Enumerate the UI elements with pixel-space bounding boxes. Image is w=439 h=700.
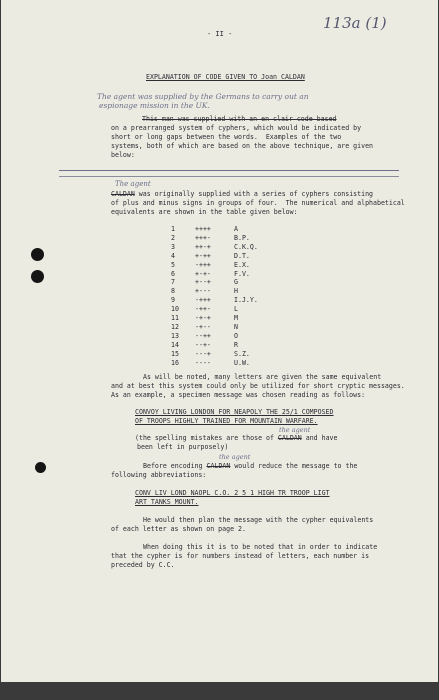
paragraph-6-line-3: preceded by C.C.	[111, 561, 175, 569]
handwritten-the-agent: The agent	[115, 180, 151, 188]
cypher-number: 14	[171, 340, 179, 349]
paragraph-4-text: would reduce the message to the	[230, 462, 358, 470]
cypher-number: 8	[171, 287, 175, 296]
paragraph-1-line-1	[142, 115, 337, 123]
cypher-number: 11	[171, 314, 179, 322]
handwritten-the-agent: the agent	[219, 453, 251, 461]
cypher-signs: +-+-	[195, 269, 211, 278]
cypher-signs: --++	[195, 331, 211, 340]
cypher-signs: ----	[195, 358, 211, 367]
cypher-letters: B.P.	[234, 233, 250, 242]
struck-caldan: CALDAN	[111, 190, 135, 198]
paragraph-1-line-4: systems, both of which are based on the above technique, are given	[111, 142, 374, 150]
cypher-table-row	[1, 341, 439, 350]
cypher-table-row	[1, 359, 439, 368]
cypher-signs: +---	[195, 287, 211, 296]
paragraph-1-line-5: below:	[111, 151, 135, 159]
cypher-table-row	[1, 252, 439, 261]
cypher-number: 3	[171, 242, 175, 251]
cypher-letters: A	[234, 225, 238, 233]
cypher-signs: -+-+	[195, 314, 211, 322]
cypher-number: 6	[171, 269, 175, 278]
strike-rule-bottom	[59, 176, 399, 177]
paragraph-1-line-3: short or long gaps between the words. Examples of the two	[111, 133, 342, 141]
cypher-table-row	[1, 270, 439, 279]
cypher-signs: -+++	[195, 260, 211, 269]
punch-hole-middle	[31, 270, 44, 283]
page-number: - II -	[207, 30, 233, 38]
cypher-table-row	[1, 296, 439, 305]
cypher-table-row	[1, 350, 439, 359]
cypher-letters: R	[234, 340, 238, 349]
scan-border	[0, 682, 439, 700]
paragraph-2-line-3: equivalents are shown in the table given below:	[111, 208, 298, 216]
cypher-table-row	[1, 234, 439, 243]
paragraph-3-line-1: As will be noted, many letters are given the same equivalent	[143, 373, 382, 381]
cypher-letters: F.V.	[234, 269, 250, 278]
strike-rule-top	[59, 170, 399, 171]
paragraph-4-text: Before encoding	[143, 462, 207, 470]
struck-caldan: CALDAN	[277, 434, 302, 442]
cypher-table-row	[1, 314, 439, 323]
folio-mark: 113a (1)	[323, 14, 387, 32]
paragraph-4-line-1	[143, 462, 357, 470]
cypher-letters: G	[234, 278, 238, 287]
cypher-number: 10	[171, 305, 179, 314]
cypher-table-row	[1, 261, 439, 270]
cypher-number: 2	[171, 233, 175, 242]
cypher-table-row	[1, 287, 439, 296]
cypher-number: 4	[171, 251, 175, 260]
cypher-signs: -+++	[195, 296, 211, 305]
cypher-table-row	[1, 332, 439, 341]
cypher-signs: +++-	[195, 233, 211, 242]
paragraph-3-line-3: As an example, a specimen message was chosen reading as follows:	[111, 391, 366, 399]
handwritten-note-cont: espionage mission in the UK.	[99, 101, 210, 110]
cypher-table-row	[1, 278, 439, 287]
abbreviation-line-2: ART TANKS MOUNT.	[135, 498, 199, 506]
paragraph-3-line-2: and at best this system could only be utilized for short cryptic messages.	[111, 382, 405, 390]
cypher-signs: ---+	[195, 349, 211, 358]
cypher-signs: +-++	[195, 251, 211, 260]
handwritten-note: The agent was supplied by the Germans to carry out an	[97, 92, 309, 101]
cypher-signs: --+-	[195, 340, 211, 349]
paragraph-6-line-1: When doing this it is to be noted that in order to indicate	[143, 543, 378, 551]
struck-caldan: CALDAN	[206, 462, 231, 470]
message-line-1: CONVOY LIVING LONDON FOR NEAPOLY THE 25/1 COMPOSED	[135, 408, 334, 416]
cypher-signs: +--+	[195, 278, 211, 287]
paragraph-5-line-1: He would then plan the message with the cypher equivalents	[143, 516, 374, 524]
document-heading: EXPLANATION OF CODE GIVEN TO Joan CALDAN	[146, 73, 305, 81]
cypher-signs: ++-+	[195, 242, 211, 251]
parenthetical-line-2: been left in purposely)	[137, 443, 229, 451]
cypher-signs: -+--	[195, 322, 211, 331]
cypher-letters: M	[234, 314, 238, 322]
cypher-signs: ++++	[195, 225, 211, 233]
paragraph-2-line-2: of plus and minus signs in groups of four. The numerical and alphabetical	[111, 199, 405, 207]
cypher-table-row	[1, 305, 439, 314]
cypher-letters: S.Z.	[234, 349, 250, 358]
cypher-number: 9	[171, 296, 175, 305]
cypher-number: 1	[171, 225, 175, 233]
cypher-letters: I.J.Y.	[234, 296, 258, 305]
cypher-number: 15	[171, 349, 179, 358]
cypher-number: 7	[171, 278, 175, 287]
paragraph-6-line-2: that the cypher is for numbers instead of letters, each number is	[111, 552, 370, 560]
abbreviation-line-1: CONV LIV LOND NAOPL C.O. 2 5 1 HIGH TR TROOP LIGT	[135, 489, 330, 497]
cypher-number: 13	[171, 331, 179, 340]
cypher-letters: C.K.Q.	[234, 242, 258, 251]
cypher-letters: D.T.	[234, 251, 250, 260]
paragraph-5-line-2: of each letter as shown on page 2.	[111, 525, 246, 533]
paragraph-1-line-2: on a prearranged system of cyphers, which would be indicated by	[111, 124, 362, 132]
message-line-2: OF TROOPS HIGHLY TRAINED FOR MOUNTAIN WARFARE.	[135, 417, 318, 425]
cypher-number: 5	[171, 260, 175, 269]
struck-this-man: This man was supplied with an en clair code based	[142, 115, 337, 123]
cypher-signs: -++-	[195, 305, 211, 314]
paragraph-2-text: was originally supplied with a series of cyphers consisting	[134, 190, 374, 198]
parenthetical-text: (the spelling mistakes are those of	[135, 434, 278, 442]
cypher-letters: O	[234, 331, 238, 340]
parenthetical-text: and have	[301, 434, 338, 442]
handwritten-the-agent: the agent	[279, 426, 311, 434]
punch-hole-bottom	[35, 462, 46, 473]
cypher-number: 12	[171, 322, 179, 331]
parenthetical-line-1	[135, 434, 337, 442]
cypher-letters: N	[234, 322, 238, 331]
paragraph-4-line-2: following abbreviations:	[111, 471, 207, 479]
paragraph-2-line-1	[111, 190, 373, 198]
cypher-letters: E.X.	[234, 260, 250, 269]
cypher-table-row	[1, 243, 439, 252]
cypher-table-row	[1, 323, 439, 332]
cypher-number: 16	[171, 358, 179, 367]
cypher-letters: H	[234, 287, 238, 296]
cypher-letters: L	[234, 305, 238, 314]
document-page	[1, 0, 438, 700]
cypher-table-row	[1, 225, 439, 234]
cypher-letters: U.W.	[234, 358, 250, 367]
punch-hole-top	[31, 248, 44, 261]
